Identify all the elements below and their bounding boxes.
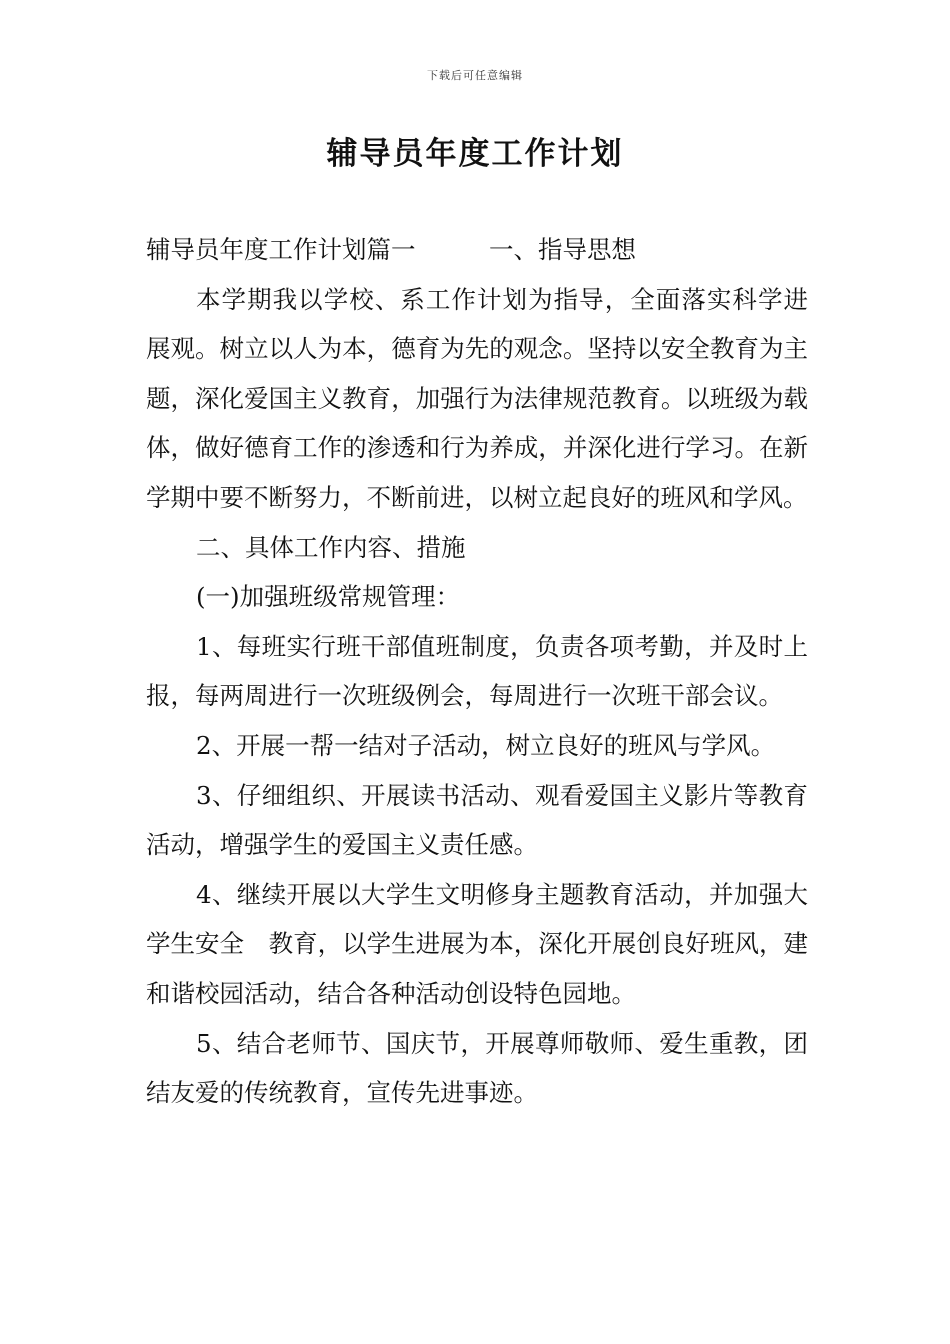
paragraph-section-heading: 辅导员年度工作计划篇一 一、指导思想 — [146, 235, 636, 264]
paragraph-item-2: 2、开展一帮一结对子活动，树立良好的班风与学风。 — [196, 730, 776, 760]
paragraph-item-3: 3、仔细组织、开展读书活动、观看爱国主义影片等教育活动，增强学生的爱国主义责任感。 — [146, 780, 808, 860]
header-note: 下载后可任意编辑 — [427, 69, 523, 82]
document-title: 辅导员年度工作计划 — [326, 136, 624, 172]
paragraph-item-1: 1、每班实行班干部值班制度，负责各项考勤，并及时上报，每两周进行一次班级例会，每周进行一次班干部会议。 — [146, 631, 808, 711]
document-body — [146, 225, 808, 1118]
paragraph-item-5: 5、结合老师节、国庆节，开展尊师敬师、爱生重教，团结友爱的传统教育，宣传先进事迹。 — [146, 1028, 808, 1108]
paragraph-guiding-thought: 本学期我以学校、系工作计划为指导，全面落实科学进展观。树立以人为本，德育为先的观念。坚持以安全教育为主题，深化爱国主义教育，加强行为法律规范教育。以班级为载体，做好德育工作的渗透和行为养成，并深化进行学习。在新学期中要不断努力，不断前进，以树立起良好的班风和学风。 — [146, 284, 808, 512]
paragraph-work-content-heading: 二、具体工作内容、措施 — [196, 532, 466, 562]
paragraph-item-4: 4、继续开展以大学生文明修身主题教育活动，并加强大学生安全 教育，以学生进展为本，深化开展创良好班风，建和谐校园活动，结合各种活动创设特色园地。 — [146, 879, 808, 1008]
paragraph-class-management-heading: (一)加强班级常规管理： — [196, 582, 461, 612]
